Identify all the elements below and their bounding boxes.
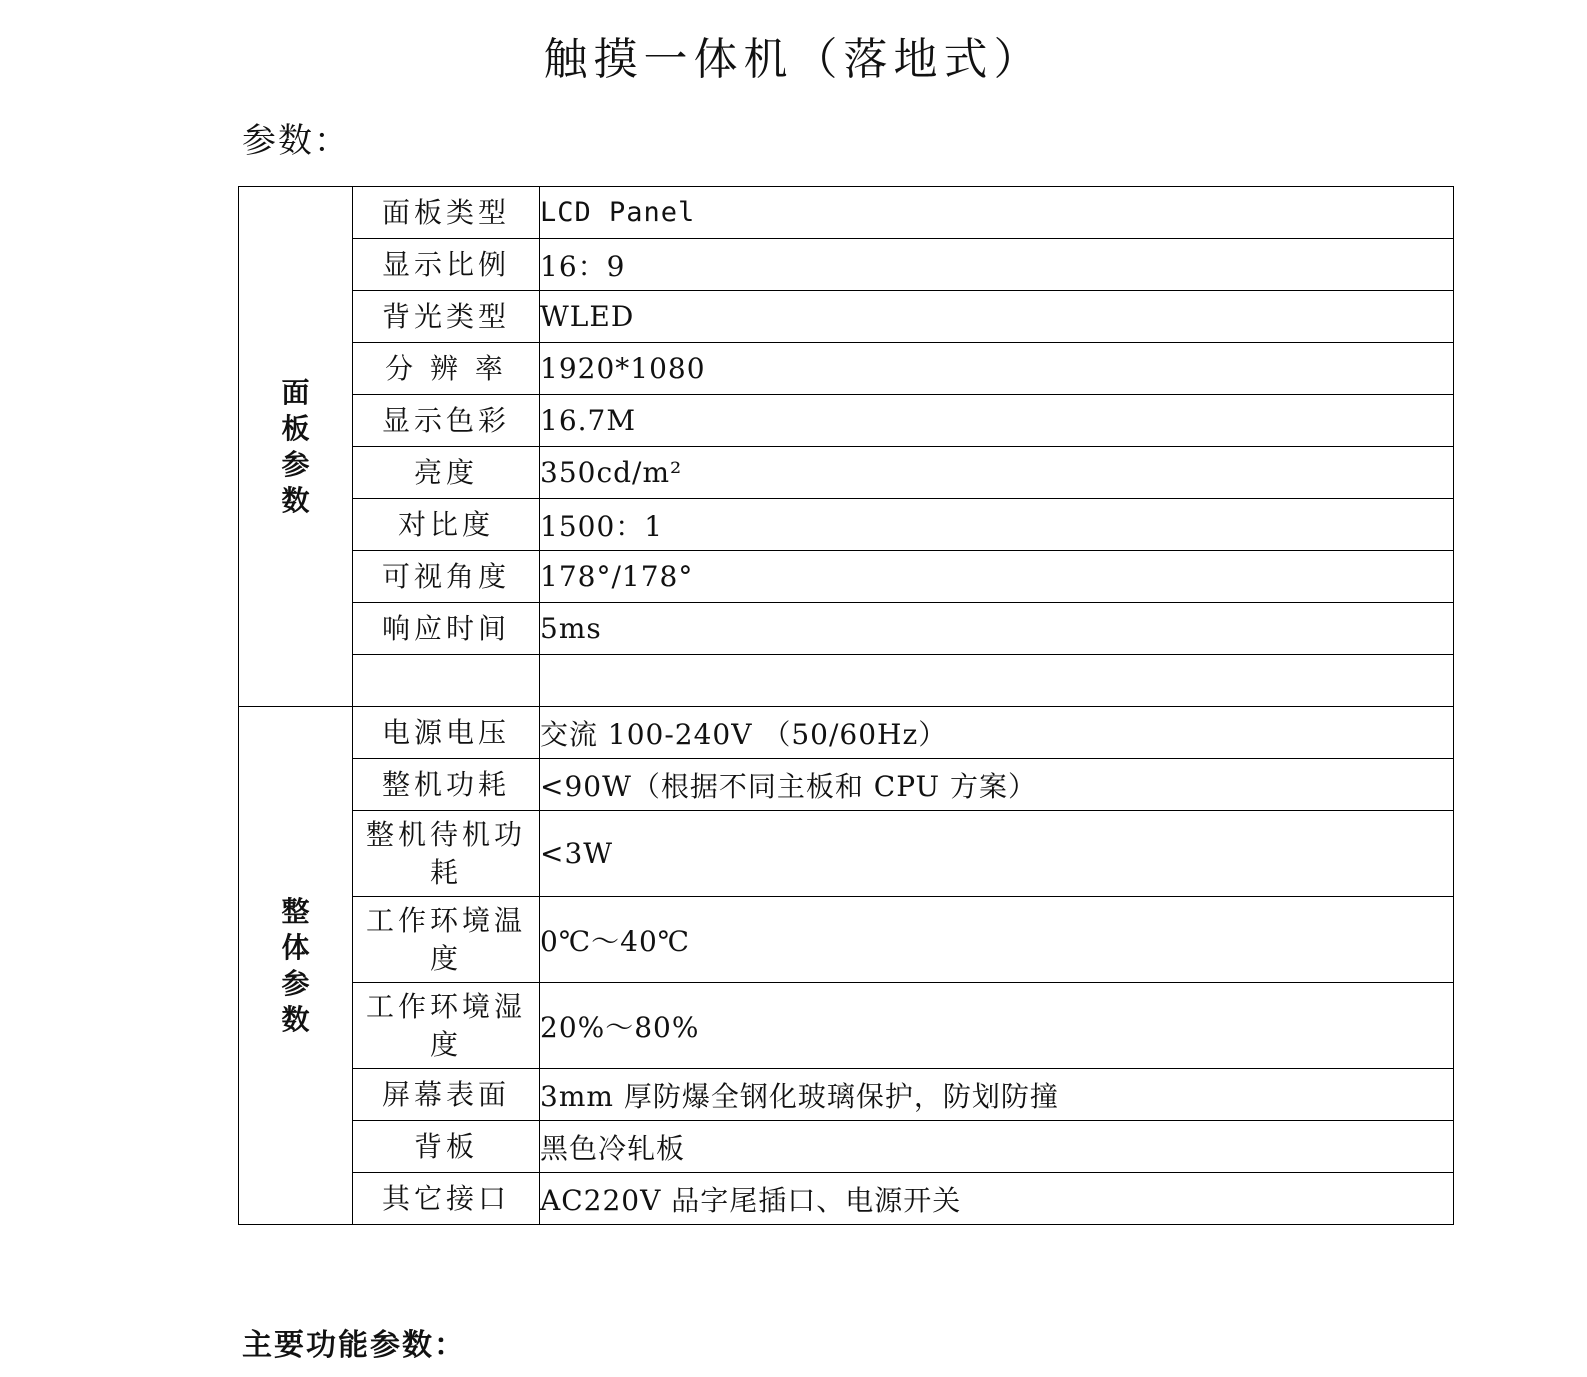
spec-value: 5ms <box>540 603 1454 655</box>
table-row <box>239 291 1454 343</box>
spec-value: 0℃～40℃ <box>540 897 1454 983</box>
spec-label: 对比度 <box>353 499 540 551</box>
table-row <box>239 187 1454 239</box>
table-row <box>239 343 1454 395</box>
spec-label: 响应时间 <box>353 603 540 655</box>
table-row <box>239 655 1454 707</box>
table-row <box>239 707 1454 759</box>
spec-label: 分 辨 率 <box>353 343 540 395</box>
spec-value: LCD Panel <box>540 187 1454 239</box>
spec-label: 整机待机功耗 <box>353 811 540 897</box>
spec-value: 350cd/m² <box>540 447 1454 499</box>
spec-table <box>238 186 1454 1225</box>
spec-value: 1920*1080 <box>540 343 1454 395</box>
table-row <box>239 551 1454 603</box>
spec-label: 显示色彩 <box>353 395 540 447</box>
spec-value: 16：9 <box>540 239 1454 291</box>
spec-value: WLED <box>540 291 1454 343</box>
spec-label: 整机功耗 <box>353 759 540 811</box>
spec-label: 屏幕表面 <box>353 1069 540 1121</box>
spec-label <box>353 655 540 707</box>
spec-value <box>540 655 1454 707</box>
table-row <box>239 239 1454 291</box>
group-label-overall: 整体参数 <box>239 707 353 1225</box>
table-row <box>239 811 1454 897</box>
spec-value: 3mm 厚防爆全钢化玻璃保护，防划防撞 <box>540 1069 1454 1121</box>
table-row <box>239 395 1454 447</box>
section-heading: 参数： <box>242 121 350 161</box>
spec-label: 工作环境温度 <box>353 897 540 983</box>
table-row <box>239 759 1454 811</box>
spec-value: 16.7M <box>540 395 1454 447</box>
spec-label: 背光类型 <box>353 291 540 343</box>
table-row <box>239 897 1454 983</box>
spec-label: 背板 <box>353 1121 540 1173</box>
spec-value: <90W（根据不同主板和 CPU 方案） <box>540 759 1454 811</box>
spec-label: 面板类型 <box>353 187 540 239</box>
table-row <box>239 1121 1454 1173</box>
spec-value: <3W <box>540 811 1454 897</box>
spec-label: 亮度 <box>353 447 540 499</box>
group-label-panel: 面板参数 <box>239 187 353 707</box>
table-row <box>239 499 1454 551</box>
spec-label: 工作环境湿度 <box>353 983 540 1069</box>
spec-label: 其它接口 <box>353 1173 540 1225</box>
spec-value: 黑色冷轧板 <box>540 1121 1454 1173</box>
spec-label: 电源电压 <box>353 707 540 759</box>
spec-label: 显示比例 <box>353 239 540 291</box>
spec-value: 20%～80% <box>540 983 1454 1069</box>
spec-value: 1500：1 <box>540 499 1454 551</box>
table-row <box>239 983 1454 1069</box>
spec-value: AC220V 品字尾插口、电源开关 <box>540 1173 1454 1225</box>
table-row <box>239 1173 1454 1225</box>
table-row <box>239 603 1454 655</box>
spec-value: 178°/178° <box>540 551 1454 603</box>
table-row <box>239 1069 1454 1121</box>
table-row <box>239 447 1454 499</box>
document-title: 触摸一体机（落地式） <box>543 34 1044 85</box>
spec-label: 可视角度 <box>353 551 540 603</box>
spec-value: 交流 100-240V （50/60Hz） <box>540 707 1454 759</box>
footer-heading: 主要功能参数： <box>242 1328 466 1363</box>
